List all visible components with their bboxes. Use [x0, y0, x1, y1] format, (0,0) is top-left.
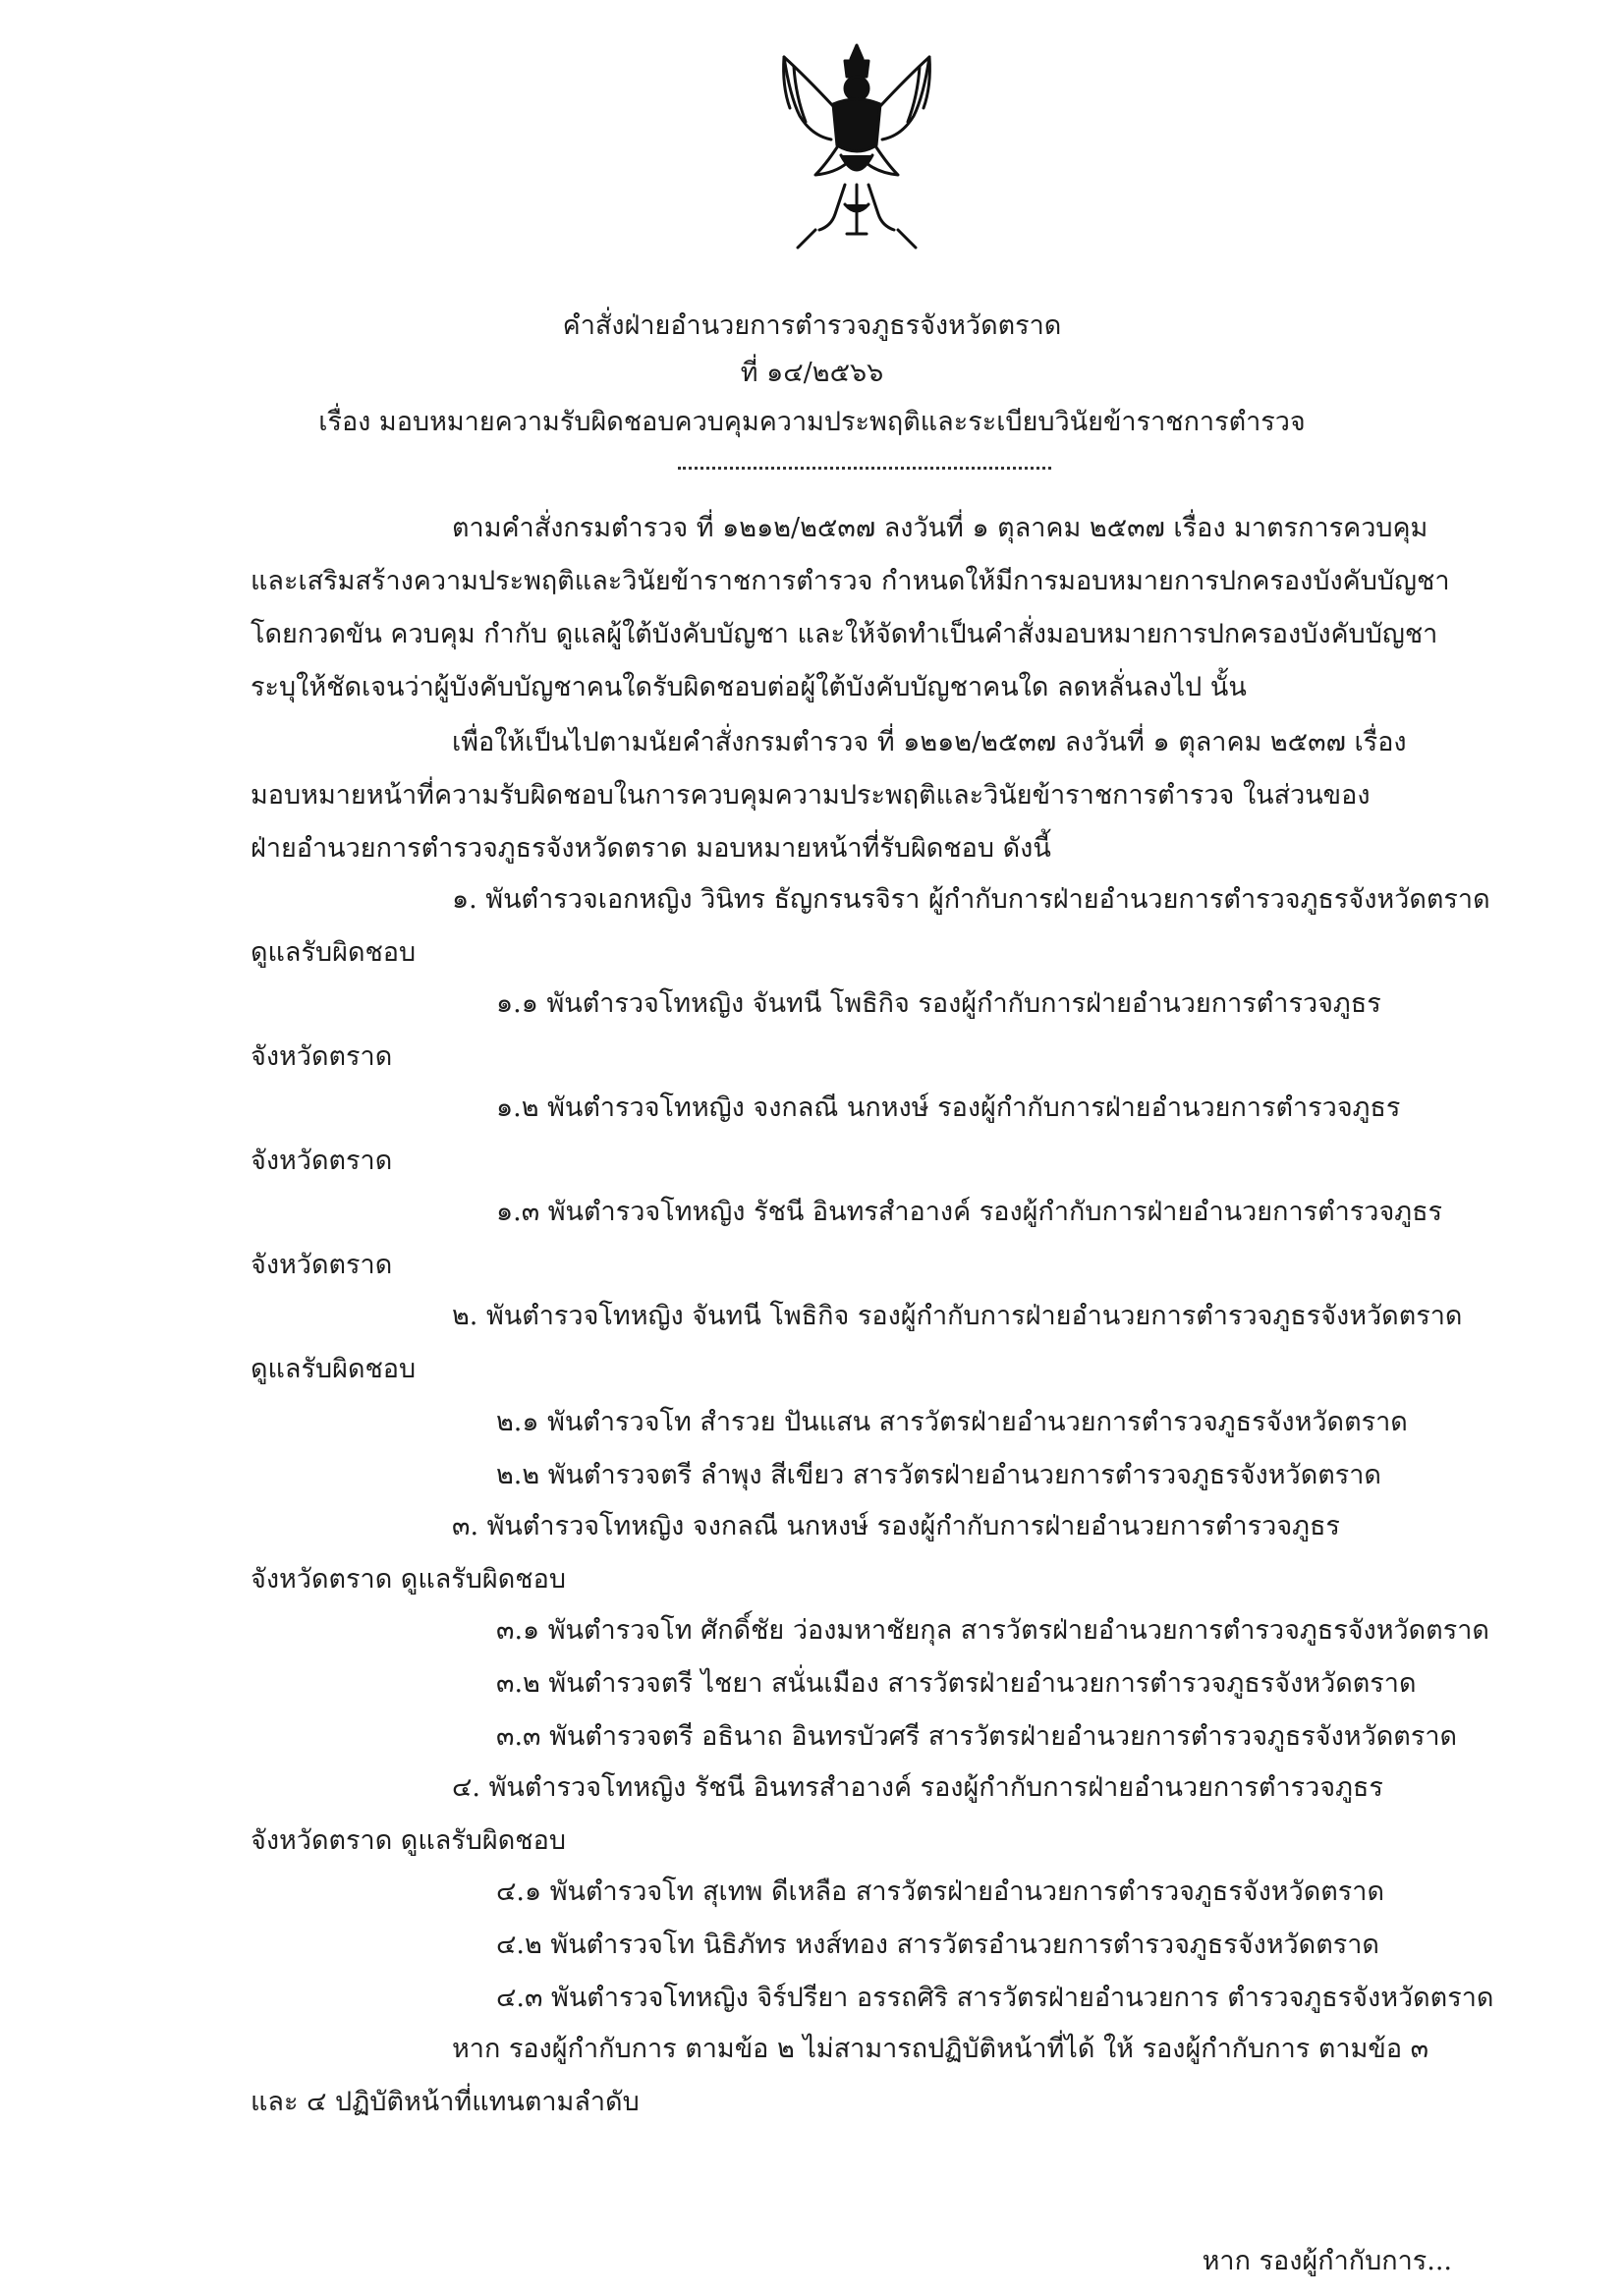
list-item: ๑.๒ พันตำรวจโทหญิง จงกลณี นกหงษ์ รองผู้กำกับการฝ่ายอำนวยการตำรวจภูธร	[496, 1092, 1401, 1123]
list-item: ๔.๑ พันตำรวจโท สุเทพ ดีเหลือ สารวัตรฝ่ายอำนวยการตำรวจภูธรจังหวัดตราด	[496, 1876, 1384, 1907]
paragraph-line: ฝ่ายอำนวยการตำรวจภูธรจังหวัดตราด มอบหมายหน้าที่รับผิดชอบ ดังนี้	[251, 833, 1051, 864]
dotted-divider	[678, 467, 1051, 470]
list-item: ๓. พันตำรวจโทหญิง จงกลณี นกหงษ์ รองผู้กำกับการฝ่ายอำนวยการตำรวจภูธร	[452, 1511, 1340, 1541]
list-item: ๒. พันตำรวจโทหญิง จันทนี โพธิกิจ รองผู้กำกับการฝ่ายอำนวยการตำรวจภูธรจังหวัดตราด	[452, 1301, 1463, 1331]
order-subject: เรื่อง มอบหมายความรับผิดชอบควบคุมความประพฤติและระเบียบวินัยข้าราชการตำรวจ	[318, 407, 1306, 437]
list-item: จังหวัดตราด ดูแลรับผิดชอบ	[251, 1564, 566, 1595]
list-item: ๒.๒ พันตำรวจตรี ลำพุง สีเขียว สารวัตรฝ่ายอำนวยการตำรวจภูธรจังหวัดตราด	[496, 1460, 1381, 1490]
paragraph-line: ระบุให้ชัดเจนว่าผู้บังคับบัญชาคนใดรับผิดชอบต่อผู้ใต้บังคับบัญชาคนใด ลดหลั่นลงไป นั้น	[251, 672, 1247, 702]
list-item: จังหวัดตราด	[251, 1250, 393, 1280]
list-item: ๓.๑ พันตำรวจโท ศักดิ์ชัย ว่องมหาชัยกุล สารวัตรฝ่ายอำนวยการตำรวจภูธรจังหวัดตราด	[496, 1615, 1489, 1646]
order-number: ที่ ๑๔/๒๕๖๖	[740, 358, 884, 388]
paragraph-line: ตามคำสั่งกรมตำรวจ ที่ ๑๒๑๒/๒๕๓๗ ลงวันที่ ๑ ตุลาคม ๒๕๓๗ เรื่อง มาตรการควบคุม	[452, 513, 1428, 543]
paragraph-line: เพื่อให้เป็นไปตามนัยคำสั่งกรมตำรวจ ที่ ๑๒๑๒/๒๕๓๗ ลงวันที่ ๑ ตุลาคม ๒๕๓๗ เรื่อง	[452, 727, 1407, 757]
continuation-note: หาก รองผู้กำกับการ...	[1202, 2246, 1452, 2276]
paragraph-line: มอบหมายหน้าที่ความรับผิดชอบในการควบคุมความประพฤติและวินัยข้าราชการตำรวจ ในส่วนของ	[251, 780, 1371, 811]
paragraph-line: โดยกวดขัน ควบคุม กำกับ ดูแลผู้ใต้บังคับบัญชา และให้จัดทำเป็นคำสั่งมอบหมายการปกครองบังคับบัญชา	[251, 619, 1438, 649]
list-item: ๓.๒ พันตำรวจตรี ไชยา สนั่นเมือง สารวัตรฝ่ายอำนวยการตำรวจภูธรจังหวัดตราด	[496, 1668, 1417, 1699]
list-item: ๑. พันตำรวจเอกหญิง วินิทร ธัญกรนรจิรา ผู้กำกับการฝ่ายอำนวยการตำรวจภูธรจังหวัดตราด	[452, 884, 1490, 915]
list-item: ๑.๓ พันตำรวจโทหญิง รัชนี อินทรสำอางค์ รองผู้กำกับการฝ่ายอำนวยการตำรวจภูธร	[496, 1197, 1443, 1227]
list-item: จังหวัดตราด	[251, 1041, 393, 1072]
list-item: ๔.๓ พันตำรวจโทหญิง จิร์ปรียา อรรถศิริ สารวัตรฝ่ายอำนวยการ ตำรวจภูธรจังหวัดตราด	[496, 1983, 1494, 2013]
paragraph-line: และ ๔ ปฏิบัติหน้าที่แทนตามลำดับ	[251, 2087, 640, 2117]
list-item: ๔.๒ พันตำรวจโท นิธิภัทร หงส์ทอง สารวัตรอำนวยการตำรวจภูธรจังหวัดตราด	[496, 1930, 1379, 1960]
list-item: ดูแลรับผิดชอบ	[251, 1354, 417, 1384]
list-item: จังหวัดตราด	[251, 1146, 393, 1176]
list-item: ๒.๑ พันตำรวจโท สำรวย ปันแสน สารวัตรฝ่ายอำนวยการตำรวจภูธรจังหวัดตราด	[496, 1407, 1408, 1437]
paragraph-line: หาก รองผู้กำกับการ ตามข้อ ๒ ไม่สามารถปฏิบัติหน้าที่ได้ ให้ รองผู้กำกับการ ตามข้อ ๓	[452, 2034, 1429, 2064]
garuda-emblem-icon	[776, 37, 938, 258]
order-title: คำสั่งฝ่ายอำนวยการตำรวจภูธรจังหวัดตราด	[562, 310, 1062, 341]
list-item: ๑.๑ พันตำรวจโทหญิง จันทนี โพธิกิจ รองผู้กำกับการฝ่ายอำนวยการตำรวจภูธร	[496, 988, 1381, 1019]
list-item: ดูแลรับผิดชอบ	[251, 937, 417, 968]
list-item: ๓.๓ พันตำรวจตรี อธินาถ อินทรบัวศรี สารวัตรฝ่ายอำนวยการตำรวจภูธรจังหวัดตราด	[496, 1721, 1458, 1752]
list-item: จังหวัดตราด ดูแลรับผิดชอบ	[251, 1825, 566, 1856]
list-item: ๔. พันตำรวจโทหญิง รัชนี อินทรสำอางค์ รองผู้กำกับการฝ่ายอำนวยการตำรวจภูธร	[452, 1772, 1383, 1803]
paragraph-line: และเสริมสร้างความประพฤติและวินัยข้าราชการตำรวจ กำหนดให้มีการมอบหมายการปกครองบังคับบัญชา	[251, 566, 1450, 596]
